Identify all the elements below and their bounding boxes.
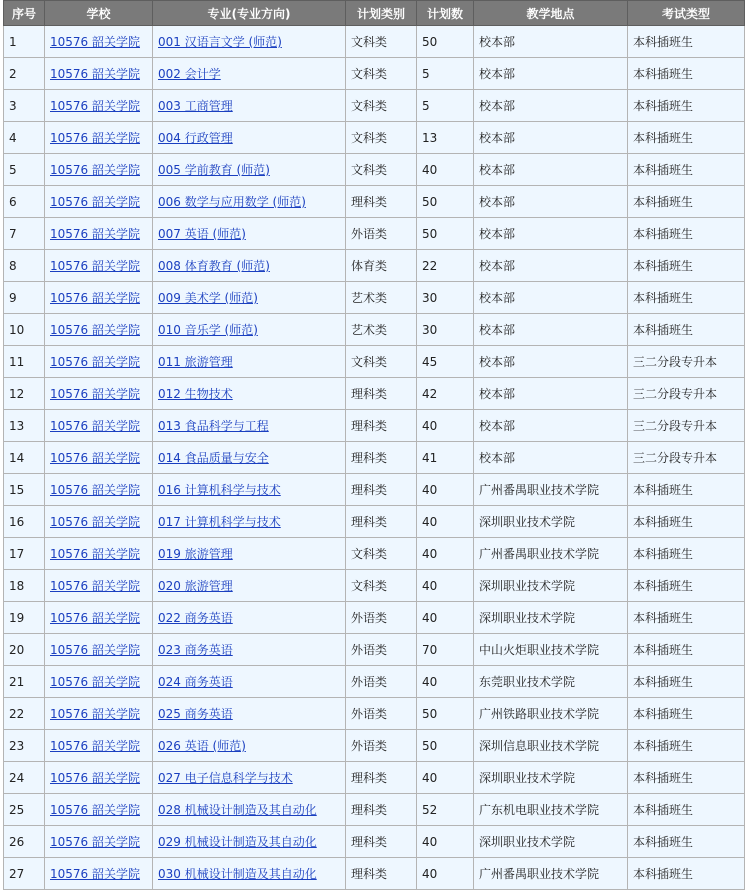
cell-major-link[interactable]: 026 英语 (师范) [158, 739, 246, 753]
cell-school [45, 346, 153, 378]
table-row [4, 282, 745, 314]
cell-school-link[interactable]: 10576 韶关学院 [50, 771, 140, 785]
cell-major-link[interactable]: 025 商务英语 [158, 707, 233, 721]
table-row [4, 634, 745, 666]
cell-location: 校本部 [474, 442, 628, 474]
cell-plan-count: 40 [417, 570, 474, 602]
cell-location: 深圳职业技术学院 [474, 570, 628, 602]
cell-plan-type: 理科类 [346, 826, 417, 858]
cell-school-link[interactable]: 10576 韶关学院 [50, 803, 140, 817]
cell-plan-type: 体育类 [346, 250, 417, 282]
table-row [4, 122, 745, 154]
table-row [4, 154, 745, 186]
cell-major-link[interactable]: 019 旅游管理 [158, 547, 233, 561]
cell-location: 广州番禺职业技术学院 [474, 474, 628, 506]
cell-major-link[interactable]: 024 商务英语 [158, 675, 233, 689]
cell-major-link[interactable]: 006 数学与应用数学 (师范) [158, 195, 306, 209]
cell-major [153, 26, 346, 58]
table-row [4, 666, 745, 698]
table-row [4, 26, 745, 58]
cell-school-link[interactable]: 10576 韶关学院 [50, 291, 140, 305]
cell-plan-type: 外语类 [346, 666, 417, 698]
cell-school-link[interactable]: 10576 韶关学院 [50, 387, 140, 401]
cell-plan-count: 40 [417, 410, 474, 442]
cell-plan-count: 45 [417, 346, 474, 378]
cell-school [45, 122, 153, 154]
cell-plan-type: 理科类 [346, 762, 417, 794]
cell-exam-type: 本科插班生 [628, 698, 745, 730]
cell-major [153, 122, 346, 154]
cell-school [45, 378, 153, 410]
cell-major [153, 90, 346, 122]
cell-plan-count: 50 [417, 26, 474, 58]
cell-school-link[interactable]: 10576 韶关学院 [50, 355, 140, 369]
cell-school-link[interactable]: 10576 韶关学院 [50, 419, 140, 433]
cell-plan-type: 理科类 [346, 410, 417, 442]
cell-major-link[interactable]: 022 商务英语 [158, 611, 233, 625]
cell-school-link[interactable]: 10576 韶关学院 [50, 99, 140, 113]
cell-seq: 1 [4, 26, 45, 58]
cell-school [45, 314, 153, 346]
cell-location: 深圳信息职业技术学院 [474, 730, 628, 762]
enrollment-plan-table [3, 0, 745, 890]
cell-seq: 21 [4, 666, 45, 698]
cell-school-link[interactable]: 10576 韶关学院 [50, 451, 140, 465]
table-row [4, 538, 745, 570]
cell-plan-type: 文科类 [346, 538, 417, 570]
cell-location: 校本部 [474, 58, 628, 90]
cell-major [153, 442, 346, 474]
cell-plan-type: 外语类 [346, 730, 417, 762]
header-location: 教学地点 [474, 1, 628, 26]
cell-plan-type: 文科类 [346, 570, 417, 602]
cell-plan-count: 30 [417, 282, 474, 314]
cell-location: 深圳职业技术学院 [474, 762, 628, 794]
cell-seq: 23 [4, 730, 45, 762]
cell-exam-type: 本科插班生 [628, 506, 745, 538]
table-row [4, 410, 745, 442]
cell-seq: 25 [4, 794, 45, 826]
table-row [4, 858, 745, 890]
cell-school-link[interactable]: 10576 韶关学院 [50, 643, 140, 657]
cell-school [45, 698, 153, 730]
cell-plan-count: 40 [417, 602, 474, 634]
table-row [4, 698, 745, 730]
cell-school [45, 794, 153, 826]
cell-major-link[interactable]: 004 行政管理 [158, 131, 233, 145]
table-row [4, 58, 745, 90]
cell-school-link[interactable]: 10576 韶关学院 [50, 675, 140, 689]
cell-seq: 4 [4, 122, 45, 154]
cell-plan-count: 5 [417, 90, 474, 122]
header-plan-type: 计划类别 [346, 1, 417, 26]
cell-school [45, 442, 153, 474]
cell-school [45, 762, 153, 794]
cell-major-link[interactable]: 016 计算机科学与技术 [158, 483, 281, 497]
cell-plan-count: 40 [417, 762, 474, 794]
cell-exam-type: 三二分段专升本 [628, 442, 745, 474]
cell-school-link[interactable]: 10576 韶关学院 [50, 195, 140, 209]
cell-school [45, 474, 153, 506]
table-row [4, 730, 745, 762]
cell-major [153, 506, 346, 538]
cell-major-link[interactable]: 013 食品科学与工程 [158, 419, 269, 433]
cell-school-link[interactable]: 10576 韶关学院 [50, 163, 140, 177]
cell-school [45, 858, 153, 890]
cell-seq: 9 [4, 282, 45, 314]
cell-major-link[interactable]: 003 工商管理 [158, 99, 233, 113]
cell-exam-type: 本科插班生 [628, 90, 745, 122]
cell-location: 广州铁路职业技术学院 [474, 698, 628, 730]
cell-school [45, 218, 153, 250]
cell-location: 校本部 [474, 90, 628, 122]
cell-location: 深圳职业技术学院 [474, 506, 628, 538]
cell-plan-type: 文科类 [346, 26, 417, 58]
cell-exam-type: 三二分段专升本 [628, 410, 745, 442]
cell-school [45, 154, 153, 186]
cell-plan-count: 5 [417, 58, 474, 90]
cell-seq: 18 [4, 570, 45, 602]
cell-major-link[interactable]: 014 食品质量与安全 [158, 451, 269, 465]
cell-school-link[interactable]: 10576 韶关学院 [50, 131, 140, 145]
cell-plan-count: 40 [417, 826, 474, 858]
cell-plan-type: 理科类 [346, 378, 417, 410]
cell-plan-type: 艺术类 [346, 282, 417, 314]
cell-plan-type: 外语类 [346, 698, 417, 730]
cell-plan-count: 40 [417, 538, 474, 570]
cell-exam-type: 本科插班生 [628, 762, 745, 794]
cell-school-link[interactable]: 10576 韶关学院 [50, 611, 140, 625]
cell-major-link[interactable]: 027 电子信息科学与技术 [158, 771, 293, 785]
cell-seq: 22 [4, 698, 45, 730]
table-row [4, 186, 745, 218]
cell-major [153, 314, 346, 346]
cell-major-link[interactable]: 029 机械设计制造及其自动化 [158, 835, 317, 849]
cell-major [153, 570, 346, 602]
cell-school-link[interactable]: 10576 韶关学院 [50, 323, 140, 337]
cell-major [153, 58, 346, 90]
header-seq: 序号 [4, 1, 45, 26]
cell-school [45, 538, 153, 570]
cell-plan-type: 理科类 [346, 794, 417, 826]
cell-plan-count: 52 [417, 794, 474, 826]
cell-exam-type: 本科插班生 [628, 314, 745, 346]
cell-major-link[interactable]: 007 英语 (师范) [158, 227, 246, 241]
cell-location: 深圳职业技术学院 [474, 826, 628, 858]
cell-major-link[interactable]: 017 计算机科学与技术 [158, 515, 281, 529]
table-row [4, 250, 745, 282]
cell-school [45, 666, 153, 698]
cell-plan-count: 30 [417, 314, 474, 346]
cell-school [45, 570, 153, 602]
cell-plan-count: 42 [417, 378, 474, 410]
table-row [4, 346, 745, 378]
cell-school [45, 58, 153, 90]
cell-location: 校本部 [474, 378, 628, 410]
cell-school-link[interactable]: 10576 韶关学院 [50, 707, 140, 721]
cell-plan-type: 文科类 [346, 90, 417, 122]
cell-major [153, 186, 346, 218]
cell-seq: 8 [4, 250, 45, 282]
table-row [4, 378, 745, 410]
cell-major-link[interactable]: 030 机械设计制造及其自动化 [158, 867, 317, 881]
cell-major [153, 474, 346, 506]
cell-exam-type: 本科插班生 [628, 730, 745, 762]
cell-plan-type: 艺术类 [346, 314, 417, 346]
cell-major [153, 698, 346, 730]
cell-seq: 13 [4, 410, 45, 442]
cell-location: 校本部 [474, 410, 628, 442]
cell-plan-count: 13 [417, 122, 474, 154]
cell-major-link[interactable]: 009 美术学 (师范) [158, 291, 258, 305]
cell-school [45, 282, 153, 314]
cell-school [45, 250, 153, 282]
cell-plan-count: 40 [417, 506, 474, 538]
cell-exam-type: 本科插班生 [628, 538, 745, 570]
cell-location: 东莞职业技术学院 [474, 666, 628, 698]
cell-school-link[interactable]: 10576 韶关学院 [50, 227, 140, 241]
cell-major-link[interactable]: 011 旅游管理 [158, 355, 233, 369]
cell-exam-type: 本科插班生 [628, 218, 745, 250]
cell-major [153, 826, 346, 858]
table-row [4, 474, 745, 506]
table-row [4, 762, 745, 794]
cell-school [45, 826, 153, 858]
cell-major-link[interactable]: 028 机械设计制造及其自动化 [158, 803, 317, 817]
cell-seq: 6 [4, 186, 45, 218]
cell-plan-count: 22 [417, 250, 474, 282]
cell-school-link[interactable]: 10576 韶关学院 [50, 547, 140, 561]
table-row [4, 314, 745, 346]
cell-seq: 12 [4, 378, 45, 410]
cell-exam-type: 本科插班生 [628, 26, 745, 58]
cell-plan-count: 40 [417, 666, 474, 698]
cell-exam-type: 本科插班生 [628, 154, 745, 186]
cell-plan-type: 文科类 [346, 58, 417, 90]
cell-school [45, 602, 153, 634]
cell-location: 广东机电职业技术学院 [474, 794, 628, 826]
cell-exam-type: 本科插班生 [628, 794, 745, 826]
cell-plan-count: 40 [417, 154, 474, 186]
cell-plan-type: 文科类 [346, 122, 417, 154]
cell-location: 深圳职业技术学院 [474, 602, 628, 634]
cell-location: 校本部 [474, 314, 628, 346]
cell-plan-type: 文科类 [346, 346, 417, 378]
cell-school [45, 186, 153, 218]
cell-major [153, 858, 346, 890]
cell-seq: 26 [4, 826, 45, 858]
cell-plan-count: 50 [417, 698, 474, 730]
cell-seq: 7 [4, 218, 45, 250]
cell-major-link[interactable]: 008 体育教育 (师范) [158, 259, 270, 273]
cell-exam-type: 本科插班生 [628, 634, 745, 666]
cell-school-link[interactable]: 10576 韶关学院 [50, 579, 140, 593]
cell-location: 广州番禺职业技术学院 [474, 858, 628, 890]
cell-plan-type: 外语类 [346, 634, 417, 666]
table-row [4, 570, 745, 602]
cell-plan-type: 文科类 [346, 154, 417, 186]
header-plan-count: 计划数 [417, 1, 474, 26]
cell-exam-type: 本科插班生 [628, 826, 745, 858]
cell-location: 广州番禺职业技术学院 [474, 538, 628, 570]
cell-exam-type: 本科插班生 [628, 122, 745, 154]
cell-exam-type: 本科插班生 [628, 570, 745, 602]
table-row [4, 442, 745, 474]
cell-plan-count: 50 [417, 218, 474, 250]
cell-major [153, 762, 346, 794]
cell-seq: 16 [4, 506, 45, 538]
cell-exam-type: 本科插班生 [628, 858, 745, 890]
cell-major [153, 666, 346, 698]
table-row [4, 794, 745, 826]
cell-location: 校本部 [474, 282, 628, 314]
cell-major [153, 378, 346, 410]
cell-exam-type: 本科插班生 [628, 58, 745, 90]
cell-major-link[interactable]: 023 商务英语 [158, 643, 233, 657]
cell-seq: 20 [4, 634, 45, 666]
cell-major [153, 154, 346, 186]
cell-location: 校本部 [474, 218, 628, 250]
cell-plan-type: 理科类 [346, 858, 417, 890]
cell-exam-type: 三二分段专升本 [628, 346, 745, 378]
table-body [4, 26, 745, 890]
cell-major [153, 410, 346, 442]
cell-seq: 5 [4, 154, 45, 186]
cell-plan-count: 50 [417, 186, 474, 218]
cell-exam-type: 本科插班生 [628, 250, 745, 282]
cell-location: 校本部 [474, 122, 628, 154]
cell-school [45, 90, 153, 122]
table-row [4, 826, 745, 858]
cell-school-link[interactable]: 10576 韶关学院 [50, 35, 140, 49]
cell-seq: 27 [4, 858, 45, 890]
cell-plan-type: 理科类 [346, 442, 417, 474]
cell-plan-count: 41 [417, 442, 474, 474]
cell-plan-type: 理科类 [346, 474, 417, 506]
cell-location: 校本部 [474, 346, 628, 378]
cell-major [153, 602, 346, 634]
cell-major-link[interactable]: 001 汉语言文学 (师范) [158, 35, 282, 49]
cell-exam-type: 本科插班生 [628, 602, 745, 634]
cell-school [45, 506, 153, 538]
cell-plan-type: 外语类 [346, 218, 417, 250]
cell-seq: 3 [4, 90, 45, 122]
cell-major [153, 634, 346, 666]
table-row [4, 602, 745, 634]
cell-plan-type: 理科类 [346, 506, 417, 538]
cell-major [153, 218, 346, 250]
cell-location: 校本部 [474, 250, 628, 282]
table-row [4, 506, 745, 538]
cell-seq: 17 [4, 538, 45, 570]
cell-seq: 24 [4, 762, 45, 794]
cell-school [45, 26, 153, 58]
cell-plan-count: 50 [417, 730, 474, 762]
header-school: 学校 [45, 1, 153, 26]
cell-school-link[interactable]: 10576 韶关学院 [50, 835, 140, 849]
cell-major [153, 538, 346, 570]
cell-plan-count: 40 [417, 858, 474, 890]
cell-exam-type: 本科插班生 [628, 186, 745, 218]
header-exam-type: 考试类型 [628, 1, 745, 26]
cell-school-link[interactable]: 10576 韶关学院 [50, 739, 140, 753]
cell-major [153, 346, 346, 378]
cell-seq: 10 [4, 314, 45, 346]
cell-major [153, 730, 346, 762]
cell-school-link[interactable]: 10576 韶关学院 [50, 515, 140, 529]
table-row [4, 218, 745, 250]
cell-plan-type: 理科类 [346, 186, 417, 218]
cell-major-link[interactable]: 012 生物技术 [158, 387, 233, 401]
cell-school [45, 634, 153, 666]
cell-exam-type: 本科插班生 [628, 474, 745, 506]
cell-exam-type: 本科插班生 [628, 282, 745, 314]
cell-plan-type: 外语类 [346, 602, 417, 634]
cell-school-link[interactable]: 10576 韶关学院 [50, 867, 140, 881]
header-major: 专业(专业方向) [153, 1, 346, 26]
cell-plan-count: 40 [417, 474, 474, 506]
cell-major-link[interactable]: 005 学前教育 (师范) [158, 163, 270, 177]
cell-exam-type: 三二分段专升本 [628, 378, 745, 410]
cell-seq: 14 [4, 442, 45, 474]
cell-location: 校本部 [474, 186, 628, 218]
cell-school [45, 410, 153, 442]
cell-location: 校本部 [474, 26, 628, 58]
table-header-row [4, 1, 745, 26]
cell-seq: 15 [4, 474, 45, 506]
cell-exam-type: 本科插班生 [628, 666, 745, 698]
cell-plan-count: 70 [417, 634, 474, 666]
cell-school-link[interactable]: 10576 韶关学院 [50, 259, 140, 273]
cell-seq: 2 [4, 58, 45, 90]
cell-major [153, 282, 346, 314]
cell-major-link[interactable]: 002 会计学 [158, 67, 221, 81]
cell-school-link[interactable]: 10576 韶关学院 [50, 67, 140, 81]
cell-school [45, 730, 153, 762]
cell-seq: 19 [4, 602, 45, 634]
cell-major [153, 794, 346, 826]
cell-seq: 11 [4, 346, 45, 378]
cell-location: 校本部 [474, 154, 628, 186]
cell-major [153, 250, 346, 282]
cell-location: 中山火炬职业技术学院 [474, 634, 628, 666]
cell-school-link[interactable]: 10576 韶关学院 [50, 483, 140, 497]
cell-major-link[interactable]: 020 旅游管理 [158, 579, 233, 593]
cell-major-link[interactable]: 010 音乐学 (师范) [158, 323, 258, 337]
table-row [4, 90, 745, 122]
